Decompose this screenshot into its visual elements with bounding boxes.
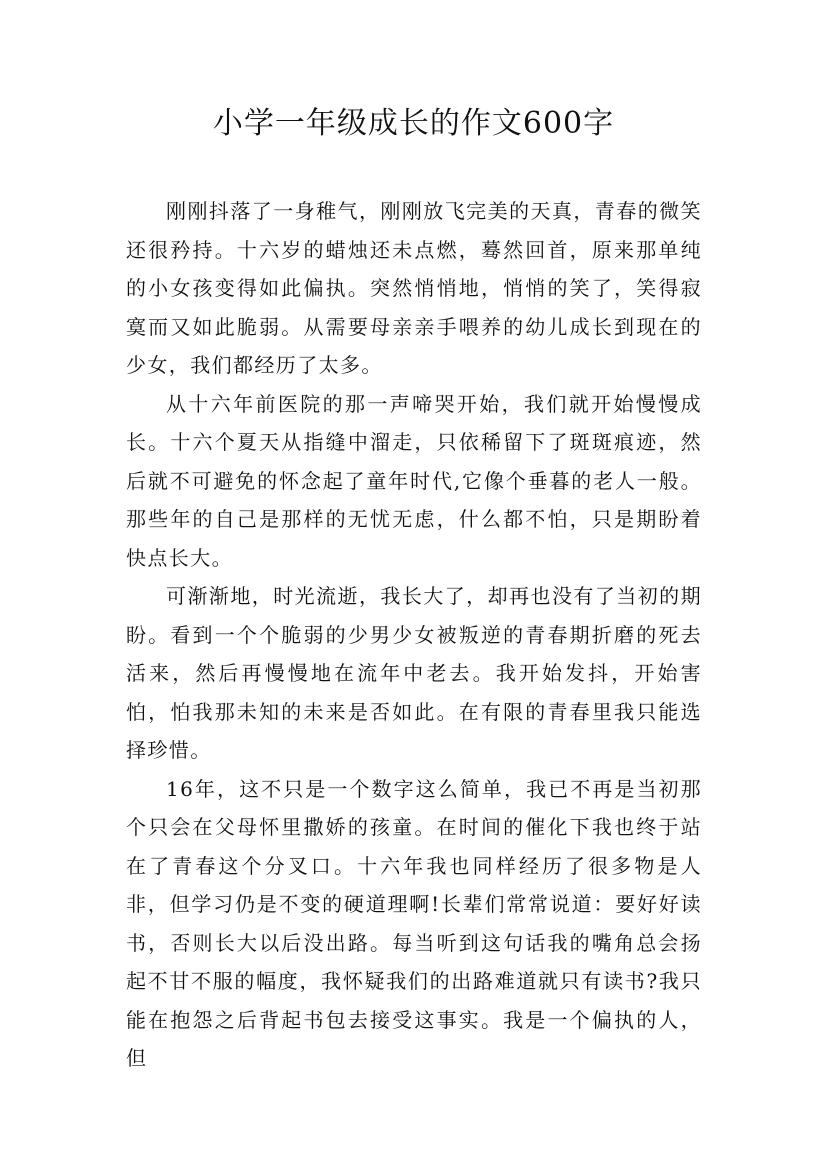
paragraph-1: 刚刚抖落了一身稚气，刚刚放飞完美的天真，青春的微笑还很矜持。十六岁的蜡烛还未点燃，蓦然回首，原来那单纯的小女孩变得如此偏执。突然悄悄地，悄悄的笑了，笑得寂寞而又如此脆弱。从需要母亲亲手喂养的幼儿成长到现在的少女，我们都经历了太多。 [126, 199, 702, 377]
paragraph-3: 可渐渐地，时光流逝，我长大了，却再也没有了当初的期盼。看到一个个脆弱的少男少女被叛逆的青春期折磨的死去活来，然后再慢慢地在流年中老去。我开始发抖，开始害怕，怕我那未知的未来是否如此。在有限的青春里我只能选择珍惜。 [126, 584, 702, 762]
document-body [126, 192, 702, 1078]
paragraph-2: 从十六年前医院的那一声啼哭开始，我们就开始慢慢成长。十六个夏天从指缝中溜走，只依稀留下了斑斑痕迹，然后就不可避免的怀念起了童年时代,它像个垂暮的老人一般。那些年的自己是那样的无忧无虑，什么都不怕，只是期盼着快点长大。 [126, 391, 702, 570]
document-title: 小学一年级成长的作文600字 [212, 106, 615, 141]
paragraph-4: 16年，这不只是一个数字这么简单，我已不再是当初那个只会在父母怀里撒娇的孩童。在时间的催化下我也终于站在了青春这个分叉口。十六年我也同样经历了很多物是人非，但学习仍是不变的硬道理啊!长辈们常常说道：要好好读书，否则长大以后没出路。每当听到这句话我的嘴角总会扬起不甘不服的幅度，我怀疑我们的出路难道就只有读书?我只能在抱怨之后背起书包去接受这事实。我是一个偏执的人，但 [126, 776, 702, 1070]
